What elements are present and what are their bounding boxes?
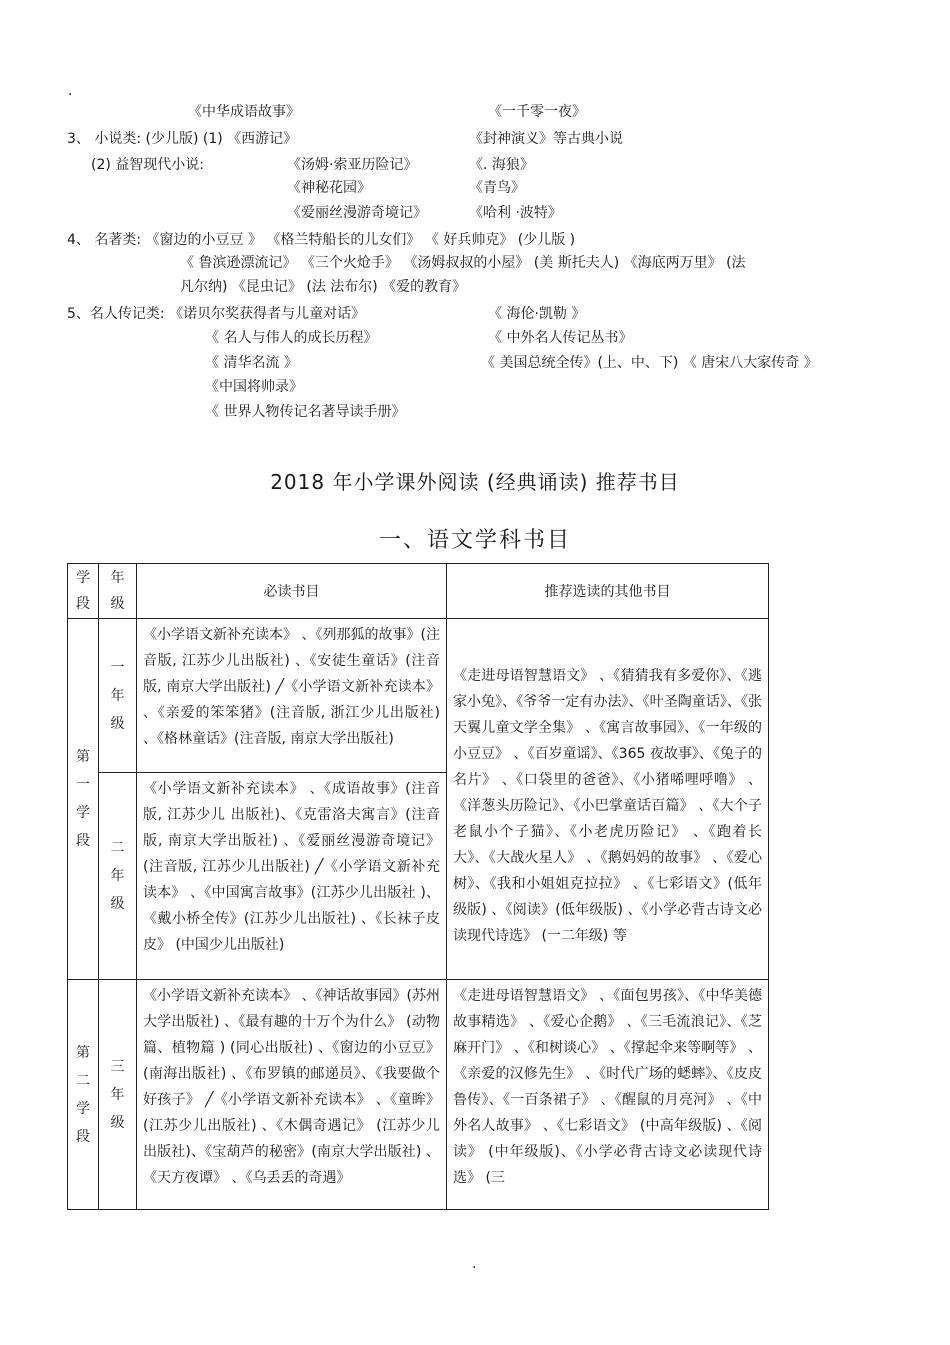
grade-2: 二年级 [99, 773, 137, 980]
list-line: 3、 小说类: (少儿版) (1) 《西游记》 [67, 131, 298, 147]
list-line: 《. 海狼》 [469, 157, 534, 173]
table-header-row [68, 564, 769, 619]
grade-3: 三年级 [99, 980, 137, 1210]
list-line: (2) 益智现代小说: [91, 157, 204, 173]
header-grade: 年级 [99, 564, 137, 619]
list-line: 《中国将帅录》 [205, 379, 303, 395]
list-line: 《 名人与伟人的成长历程》 [205, 330, 378, 346]
list-line: 《汤姆·索亚历险记》 [287, 157, 418, 173]
list-line: 《爱丽丝漫游奇境记》 [287, 205, 427, 221]
list-line: 凡尔纳) 《昆虫记》 (法 法布尔) 《爱的教育》 [180, 279, 467, 295]
header-required: 必读书目 [137, 564, 447, 619]
list-line: 《封神演义》等古典小说 [469, 131, 623, 147]
list-line: 《哈利 ·波特》 [469, 205, 562, 221]
table-row [68, 980, 769, 1210]
list-line: 《 鲁滨逊漂流记》 《三个火炝手》 《汤姆叔叔的小屋》 (美 斯托夫人) 《海底两万里》 (法 [180, 255, 746, 271]
list-line: 《神秘花园》 [287, 180, 371, 196]
grade3-required-books: 《小学语文新补充读本》 、《神话故事园》(苏州大学出版社) 、《最有趣的十万个为什么》 (动物篇、植物篇 ) (同心出版社) 、《窗边的小豆豆》 (南海出版社) 、《布罗镇的邮递员》、《我要做个好孩子》 ╱《小学语文新补充读本》 、《童眸》 (江苏少儿出版社) 、《木偶奇遇记》 (江苏少儿出版社)、《宝葫芦的秘密》(南京大学出版社) 、《天方夜谭》 、《乌丢丢的奇遇》 [137, 980, 447, 1210]
stage2-optional-books: 《走进母语智慧语文》 、《面包男孩》、《中华美德故事精选》 、《爱心企鹅》 、《三毛流浪记》、《芝麻开门》 、《和树谈心》 、《撑起伞来等啊等》 、《亲爱的汉修先生》 、《时代广场的蟋蟀》、《皮皮鲁传》、《一百条裙子》 、《醒鼠的月亮河》 、《中外名人故事》 、《七彩语文》 (中高年级版) 、《阅读》 (中年级版)、《小学必背古诗文必读现代诗选》 (三 [447, 980, 769, 1210]
page-footer-marker: . [472, 1256, 477, 1272]
stage-2: 第二学段 [68, 980, 99, 1210]
book-table [67, 563, 769, 1210]
list-line: 《 中外名人传记丛书》 [488, 330, 633, 346]
grade1-required-books: 《小学语文新补充读本》 、《列那狐的故事》(注音版, 江苏少儿出版社) 、《安徒生童话》(注音版, 南京大学出版社) ╱《小学语文新补充读本》 、《亲爱的笨笨猪》(注音版, 浙江少儿出版社) 、《格林童话》(注音版, 南京大学出版社) [137, 619, 447, 773]
list-line: 《 美国总统全传》(上、中、下) 《 唐宋八大家传奇 》 [481, 355, 818, 371]
section-title: 一、语文学科书目 [378, 528, 571, 553]
stage-1: 第一学段 [68, 619, 99, 980]
list-line: 《 海伦·凯勒 》 [488, 306, 586, 322]
list-line: . [68, 83, 73, 99]
list-line: 《青鸟》 [469, 180, 525, 196]
list-line: 《 世界人物传记名著导读手册》 [205, 404, 406, 420]
list-line: 5、名人传记类: 《诺贝尔奖获得者与儿童对话》 [67, 306, 366, 322]
list-line: 《中华成语故事》 [188, 104, 300, 120]
stage1-optional-books: 《走进母语智慧语文》 、《猜猜我有多爱你》、《逃家小兔》、《爷爷一定有办法》、《叶圣陶童话》、《张天翼儿童文学全集》 、《寓言故事园》、《一年级的小豆豆》 、《百岁童谣》、《365 夜故事》、《兔子的名片》 、《口袋里的爸爸》、《小猪唏哩呼噜》 、《洋葱头历险记》、《小巴掌童话百篇》 、《大个子老鼠小个子猫》、《小老虎历险记》 、《跑着长大》、《大战火星人》 、《鹅妈妈的故事》 、《爱心树》、《我和小姐姐克拉拉》 、《七彩语文》(低年级版) 、《阅读》(低年级版) 、《小学必背古诗文必读现代诗选》 (一二年级) 等 [447, 619, 769, 980]
header-stage: 学段 [68, 564, 99, 619]
list-line: 4、 名著类: 《窗边的小豆豆 》 《格兰特船长的儿女们》 《 好兵帅克》 (少儿版 ) [67, 232, 576, 248]
list-line: 《 清华名流 》 [205, 355, 298, 371]
table-row [68, 619, 769, 773]
grade2-required-books: 《小学语文新补充读本》 、《成语故事》(注音版, 江苏少儿 出版社)、《克雷洛夫寓言》(注音版, 南京大学出版社) 、《爱丽丝漫游奇境记》(注音版, 江苏少儿出版社) ╱《小学语文新补充读本》 、《中国寓言故事》(江苏少儿出版社 )、《戴小桥全传》(江苏少儿出版社) 、《长袜子皮皮》 (中国少儿出版社) [137, 773, 447, 980]
list-line: 《一千零一夜》 [488, 104, 586, 120]
grade-1: 一年级 [99, 619, 137, 773]
header-optional: 推荐选读的其他书目 [447, 564, 769, 619]
main-title: 2018 年小学课外阅读 (经典诵读) 推荐书目 [270, 470, 680, 494]
